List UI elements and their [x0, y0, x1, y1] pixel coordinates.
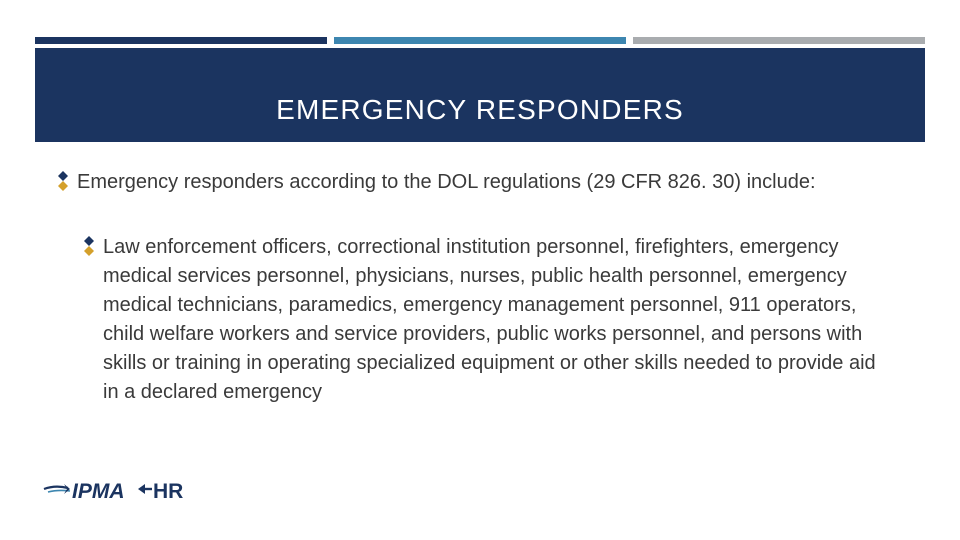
- ipma-hr-logo-icon: [42, 476, 197, 504]
- slide-title: EMERGENCY RESPONDERS: [276, 94, 684, 125]
- accent-bar-gray: [633, 37, 925, 44]
- logo-text-right: HR: [153, 480, 184, 503]
- diamond-bullet-icon: [57, 170, 69, 192]
- bullet-text-1: Emergency responders according to the DOL regulations (29 CFR 826. 30) include:: [77, 171, 816, 193]
- bullet-text-1-1: Law enforcement officers, correctional institution personnel, firefighters, emergency medical services personnel, physicians, nurses, public health personnel, emergency medical technicians, paramedics, emergency management personnel, 911 operators, child welfare workers and service providers, public works personnel, and persons with skills or training in operating specialized equipment or other skills needed to provide aid in a declared emergency: [103, 236, 876, 403]
- bullet-level-1: [57, 168, 867, 197]
- accent-bar-blue: [334, 37, 626, 44]
- diamond-bullet-icon: [83, 235, 95, 257]
- bullet-level-2: [83, 233, 893, 407]
- accent-bar-navy: [35, 37, 327, 44]
- title-band: [35, 48, 925, 142]
- logo-text-left: IPMA: [72, 480, 125, 503]
